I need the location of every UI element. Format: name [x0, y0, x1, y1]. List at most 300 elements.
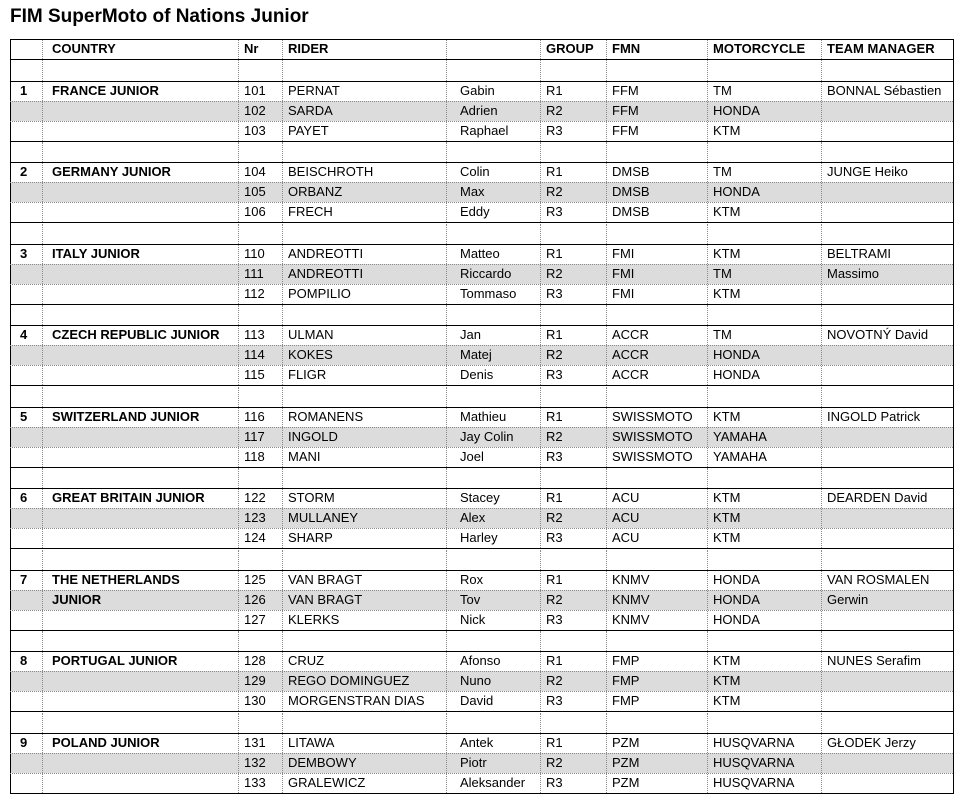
team-country: GERMANY JUNIOR: [52, 164, 171, 179]
cell-divider: [42, 305, 43, 326]
rider-first-name: Jay Colin: [460, 429, 514, 444]
team-block-border-left: [10, 81, 11, 142]
rider-number: 106: [244, 204, 266, 219]
cell-divider: [282, 60, 283, 81]
cell-divider: [238, 631, 239, 652]
rider-surname: MORGENSTRAN DIAS: [288, 693, 425, 708]
rider-surname: GRALEWICZ: [288, 775, 366, 790]
team-manager: Massimo: [827, 266, 880, 281]
cell-divider: [707, 142, 708, 163]
rider-group: R1: [546, 490, 563, 505]
team-country: FRANCE JUNIOR: [52, 83, 159, 98]
team-block-border-right: [953, 244, 954, 305]
rider-number: 127: [244, 612, 266, 627]
team-block-border-right: [953, 407, 954, 468]
cell-divider: [540, 245, 541, 304]
cell-divider: [821, 468, 822, 489]
cell-divider: [821, 571, 822, 630]
cell-divider: [238, 489, 239, 548]
cell-divider: [707, 408, 708, 467]
cell-divider: [821, 631, 822, 652]
cell-divider: [707, 40, 708, 59]
rider-group: R1: [546, 735, 563, 750]
cell-divider: [282, 408, 283, 467]
rider-group: R2: [546, 429, 563, 444]
rider-number: 130: [244, 693, 266, 708]
row-divider: [10, 590, 953, 591]
table-border-left: [10, 467, 11, 490]
rider-motorcycle: HONDA: [713, 612, 760, 627]
rider-fmn: ACCR: [612, 367, 649, 382]
cell-divider: [606, 713, 607, 734]
rider-number: 111: [244, 266, 264, 281]
rider-first-name: Aleksander: [460, 775, 526, 790]
rider-motorcycle: KTM: [713, 123, 741, 138]
rider-group: R1: [546, 653, 563, 668]
cell-divider: [446, 734, 447, 793]
cell-divider: [540, 408, 541, 467]
cell-divider: [707, 163, 708, 222]
rider-fmn: FMP: [612, 693, 640, 708]
team-country: ITALY JUNIOR: [52, 246, 140, 261]
rider-number: 102: [244, 103, 266, 118]
rider-group: R1: [546, 246, 563, 261]
shaded-row: [11, 590, 953, 610]
cell-divider: [821, 245, 822, 304]
table-border-left: [10, 223, 11, 246]
rider-first-name: Adrien: [460, 103, 498, 118]
cell-divider: [606, 652, 607, 711]
cell-divider: [282, 305, 283, 326]
rider-motorcycle: HONDA: [713, 184, 760, 199]
cell-divider: [446, 631, 447, 652]
rider-group: R1: [546, 164, 563, 179]
rider-number: 118: [244, 449, 265, 464]
rider-number: 129: [244, 673, 266, 688]
cell-divider: [238, 305, 239, 326]
rider-fmn: KNMV: [612, 592, 650, 607]
cell-divider: [42, 40, 43, 59]
cell-divider: [446, 713, 447, 734]
rider-fmn: KNMV: [612, 572, 650, 587]
cell-divider: [606, 489, 607, 548]
rider-motorcycle: HUSQVARNA: [713, 775, 795, 790]
team-country: POLAND JUNIOR: [52, 735, 160, 750]
rider-number: 133: [244, 775, 266, 790]
rider-motorcycle: TM: [713, 266, 732, 281]
team-block-border-right: [953, 488, 954, 549]
rider-group: R2: [546, 755, 563, 770]
cell-divider: [821, 550, 822, 571]
team-country: JUNIOR: [52, 592, 102, 607]
team-block-border-right: [953, 162, 954, 223]
rider-number: 132: [244, 755, 266, 770]
cell-divider: [821, 60, 822, 81]
rider-surname: KOKES: [288, 347, 333, 362]
team-block-border-left: [10, 733, 11, 794]
header-bottom-border: [10, 59, 954, 60]
table-border-left: [10, 304, 11, 327]
rider-number: 128: [244, 653, 266, 668]
header-group: GROUP: [546, 41, 594, 56]
rider-number: 122: [244, 490, 266, 505]
rider-surname: DEMBOWY: [288, 755, 357, 770]
cell-divider: [282, 631, 283, 652]
rider-group: R2: [546, 673, 563, 688]
team-block-border-left: [10, 488, 11, 549]
cell-divider: [606, 224, 607, 245]
cell-divider: [446, 142, 447, 163]
team-position: 9: [20, 735, 28, 750]
rider-fmn: PZM: [612, 775, 640, 790]
cell-divider: [540, 387, 541, 408]
cell-divider: [707, 326, 708, 385]
team-block-bottom-border: [10, 141, 954, 142]
cell-divider: [446, 163, 447, 222]
cell-divider: [821, 82, 822, 141]
cell-divider: [540, 326, 541, 385]
rider-group: R3: [546, 286, 563, 301]
rider-first-name: Alex: [460, 510, 486, 525]
team-block-border-left: [10, 162, 11, 223]
cell-divider: [606, 245, 607, 304]
rider-surname: SARDA: [288, 103, 333, 118]
cell-divider: [446, 489, 447, 548]
cell-divider: [238, 387, 239, 408]
team-block-bottom-border: [10, 304, 954, 305]
rider-number: 125: [244, 572, 266, 587]
rider-motorcycle: HUSQVARNA: [713, 755, 795, 770]
rider-first-name: Afonso: [460, 653, 501, 668]
rider-motorcycle: KTM: [713, 530, 741, 545]
cell-divider: [540, 571, 541, 630]
team-position: 6: [20, 490, 28, 505]
rider-fmn: PZM: [612, 735, 640, 750]
table-border-left: [10, 141, 11, 164]
rider-number: 110: [244, 246, 265, 261]
cell-divider: [282, 550, 283, 571]
rider-group: R2: [546, 103, 563, 118]
cell-divider: [238, 40, 239, 59]
team-manager: NUNES Serafim: [827, 653, 921, 668]
rider-surname: PAYET: [288, 123, 329, 138]
rider-surname: STORM: [288, 490, 335, 505]
rider-first-name: Tommaso: [460, 286, 517, 301]
rider-number: 115: [244, 367, 265, 382]
rider-fmn: FFM: [612, 123, 639, 138]
rider-motorcycle: KTM: [713, 286, 741, 301]
rider-surname: ORBANZ: [288, 184, 343, 199]
cell-divider: [238, 550, 239, 571]
cell-divider: [42, 387, 43, 408]
rider-number: 105: [244, 184, 266, 199]
cell-divider: [606, 387, 607, 408]
rider-surname: CRUZ: [288, 653, 325, 668]
cell-divider: [821, 408, 822, 467]
table-border-right: [953, 59, 954, 82]
rider-group: R3: [546, 530, 563, 545]
cell-divider: [540, 60, 541, 81]
rider-group: R3: [546, 123, 563, 138]
team-block-bottom-border: [10, 467, 954, 468]
rider-fmn: FFM: [612, 103, 639, 118]
rider-group: R2: [546, 510, 563, 525]
team-block-border-left: [10, 407, 11, 468]
rider-first-name: David: [460, 693, 494, 708]
cell-divider: [282, 713, 283, 734]
rider-motorcycle: TM: [713, 327, 732, 342]
team-block-bottom-border: [10, 222, 954, 223]
rider-motorcycle: KTM: [713, 490, 741, 505]
team-manager: NOVOTNÝ David: [827, 327, 929, 342]
cell-divider: [821, 387, 822, 408]
cell-divider: [821, 163, 822, 222]
team-position: 4: [20, 327, 28, 342]
cell-divider: [282, 40, 283, 59]
rider-number: 114: [244, 347, 265, 362]
header-country: COUNTRY: [52, 41, 116, 56]
team-block-border-left: [10, 244, 11, 305]
rider-number: 103: [244, 123, 266, 138]
rider-surname: FRECH: [288, 204, 333, 219]
cell-divider: [238, 142, 239, 163]
rider-first-name: Max: [460, 184, 485, 199]
team-block-border-left: [10, 570, 11, 631]
cell-divider: [282, 652, 283, 711]
cell-divider: [282, 224, 283, 245]
table-border-right: [953, 223, 954, 246]
cell-divider: [42, 60, 43, 81]
rider-motorcycle: KTM: [713, 204, 741, 219]
rider-motorcycle: TM: [713, 164, 732, 179]
cell-divider: [606, 60, 607, 81]
cell-divider: [606, 734, 607, 793]
cell-divider: [446, 82, 447, 141]
cell-divider: [821, 142, 822, 163]
rider-motorcycle: KTM: [713, 246, 741, 261]
header-top-border: [10, 39, 954, 40]
table-border-left: [10, 549, 11, 572]
cell-divider: [606, 163, 607, 222]
rider-first-name: Denis: [460, 367, 494, 382]
rider-first-name: Harley: [460, 530, 498, 545]
rider-surname: BEISCHROTH: [288, 164, 374, 179]
rider-fmn: SWISSMOTO: [612, 449, 693, 464]
header-rider: RIDER: [288, 41, 329, 56]
team-position: 2: [20, 164, 28, 179]
cell-divider: [446, 40, 447, 59]
table-border-left: [10, 630, 11, 653]
rider-motorcycle: KTM: [713, 510, 741, 525]
cell-divider: [606, 468, 607, 489]
team-block-border-right: [953, 651, 954, 712]
cell-divider: [540, 224, 541, 245]
cell-divider: [606, 142, 607, 163]
rider-number: 116: [244, 409, 265, 424]
rider-first-name: Antek: [460, 735, 494, 750]
team-block-border-left: [10, 651, 11, 712]
rider-number: 123: [244, 510, 266, 525]
rider-surname: ANDREOTTI: [288, 246, 364, 261]
cell-divider: [446, 468, 447, 489]
rider-fmn: ACU: [612, 510, 640, 525]
cell-divider: [42, 224, 43, 245]
cell-divider: [540, 489, 541, 548]
cell-divider: [282, 163, 283, 222]
rider-fmn: FMI: [612, 246, 635, 261]
team-manager: BELTRAMI: [827, 246, 892, 261]
cell-divider: [540, 142, 541, 163]
rider-group: R2: [546, 184, 563, 199]
rider-fmn: FFM: [612, 83, 639, 98]
table-border-left: [10, 59, 11, 82]
team-manager: Gerwin: [827, 592, 869, 607]
cell-divider: [238, 163, 239, 222]
cell-divider: [238, 326, 239, 385]
rider-motorcycle: KTM: [713, 409, 741, 424]
rider-surname: POMPILIO: [288, 286, 351, 301]
team-block-bottom-border: [10, 548, 954, 549]
cell-divider: [821, 40, 822, 59]
rider-fmn: ACCR: [612, 347, 649, 362]
cell-divider: [606, 408, 607, 467]
cell-divider: [238, 408, 239, 467]
cell-divider: [540, 468, 541, 489]
rider-motorcycle: HUSQVARNA: [713, 735, 795, 750]
table-border-right: [953, 39, 954, 60]
cell-divider: [540, 40, 541, 59]
rider-first-name: Stacey: [460, 490, 500, 505]
cell-divider: [282, 489, 283, 548]
rider-first-name: Colin: [460, 164, 490, 179]
rider-first-name: Eddy: [460, 204, 490, 219]
rider-first-name: Gabin: [460, 83, 495, 98]
cell-divider: [42, 408, 43, 467]
cell-divider: [707, 571, 708, 630]
rider-number: 126: [244, 592, 266, 607]
team-block-bottom-border: [10, 630, 954, 631]
cell-divider: [238, 245, 239, 304]
team-block-border-right: [953, 733, 954, 794]
team-block-bottom-border: [10, 711, 954, 712]
cell-divider: [821, 326, 822, 385]
cell-divider: [282, 326, 283, 385]
team-country: THE NETHERLANDS: [52, 572, 180, 587]
team-position: 3: [20, 246, 28, 261]
cell-divider: [707, 82, 708, 141]
rider-surname: PERNAT: [288, 83, 340, 98]
cell-divider: [606, 631, 607, 652]
cell-divider: [42, 163, 43, 222]
rider-first-name: Matej: [460, 347, 492, 362]
cell-divider: [707, 387, 708, 408]
rider-number: 113: [244, 327, 265, 342]
cell-divider: [540, 82, 541, 141]
cell-divider: [707, 734, 708, 793]
rider-motorcycle: HONDA: [713, 347, 760, 362]
rider-first-name: Riccardo: [460, 266, 512, 281]
cell-divider: [821, 713, 822, 734]
header-motorcycle: MOTORCYCLE: [713, 41, 806, 56]
rider-surname: VAN BRAGT: [288, 572, 363, 587]
cell-divider: [707, 305, 708, 326]
team-position: 7: [20, 572, 28, 587]
cell-divider: [42, 489, 43, 548]
rider-surname: INGOLD: [288, 429, 338, 444]
rider-group: R2: [546, 592, 563, 607]
rider-first-name: Raphael: [460, 123, 509, 138]
rider-fmn: ACCR: [612, 327, 649, 342]
rider-group: R2: [546, 347, 563, 362]
rider-group: R1: [546, 327, 563, 342]
header-nr: Nr: [244, 41, 259, 56]
rider-number: 112: [244, 286, 265, 301]
cell-divider: [282, 468, 283, 489]
rider-first-name: Jan: [460, 327, 481, 342]
team-country: GREAT BRITAIN JUNIOR: [52, 490, 205, 505]
rider-fmn: SWISSMOTO: [612, 429, 693, 444]
cell-divider: [42, 550, 43, 571]
cell-divider: [540, 734, 541, 793]
rider-surname: LITAWA: [288, 735, 335, 750]
rider-motorcycle: YAMAHA: [713, 429, 767, 444]
cell-divider: [446, 60, 447, 81]
rider-fmn: KNMV: [612, 612, 650, 627]
rider-surname: KLERKS: [288, 612, 340, 627]
rider-fmn: FMP: [612, 673, 640, 688]
cell-divider: [238, 224, 239, 245]
rider-motorcycle: KTM: [713, 693, 741, 708]
table-border-left: [10, 712, 11, 735]
rider-surname: SHARP: [288, 530, 333, 545]
cell-divider: [238, 468, 239, 489]
rider-motorcycle: HONDA: [713, 592, 760, 607]
rider-motorcycle: TM: [713, 83, 732, 98]
rider-fmn: PZM: [612, 755, 640, 770]
team-block-border-right: [953, 570, 954, 631]
cell-divider: [238, 652, 239, 711]
cell-divider: [446, 652, 447, 711]
rider-fmn: DMSB: [612, 164, 650, 179]
page-title: FIM SuperMoto of Nations Junior: [10, 6, 309, 27]
table-border-right: [953, 712, 954, 735]
team-block-border-right: [953, 325, 954, 386]
rider-first-name: Tov: [460, 592, 481, 607]
cell-divider: [540, 631, 541, 652]
header-team-manager: TEAM MANAGER: [827, 41, 935, 56]
rider-motorcycle: HONDA: [713, 103, 760, 118]
header-fmn: FMN: [612, 41, 641, 56]
cell-divider: [707, 631, 708, 652]
rider-motorcycle: KTM: [713, 673, 741, 688]
rider-group: R2: [546, 266, 563, 281]
rider-number: 104: [244, 164, 266, 179]
cell-divider: [42, 652, 43, 711]
team-country: PORTUGAL JUNIOR: [52, 653, 178, 668]
rider-surname: VAN BRAGT: [288, 592, 363, 607]
rider-surname: ANDREOTTI: [288, 266, 364, 281]
rider-fmn: ACU: [612, 530, 640, 545]
cell-divider: [42, 734, 43, 793]
team-manager: INGOLD Patrick: [827, 409, 921, 424]
table-border-left: [10, 39, 11, 60]
team-manager: DEARDEN David: [827, 490, 928, 505]
cell-divider: [42, 571, 43, 630]
rider-fmn: DMSB: [612, 204, 650, 219]
rider-fmn: FMP: [612, 653, 640, 668]
team-manager: BONNAL Sébastien: [827, 83, 942, 98]
rider-fmn: FMI: [612, 286, 635, 301]
